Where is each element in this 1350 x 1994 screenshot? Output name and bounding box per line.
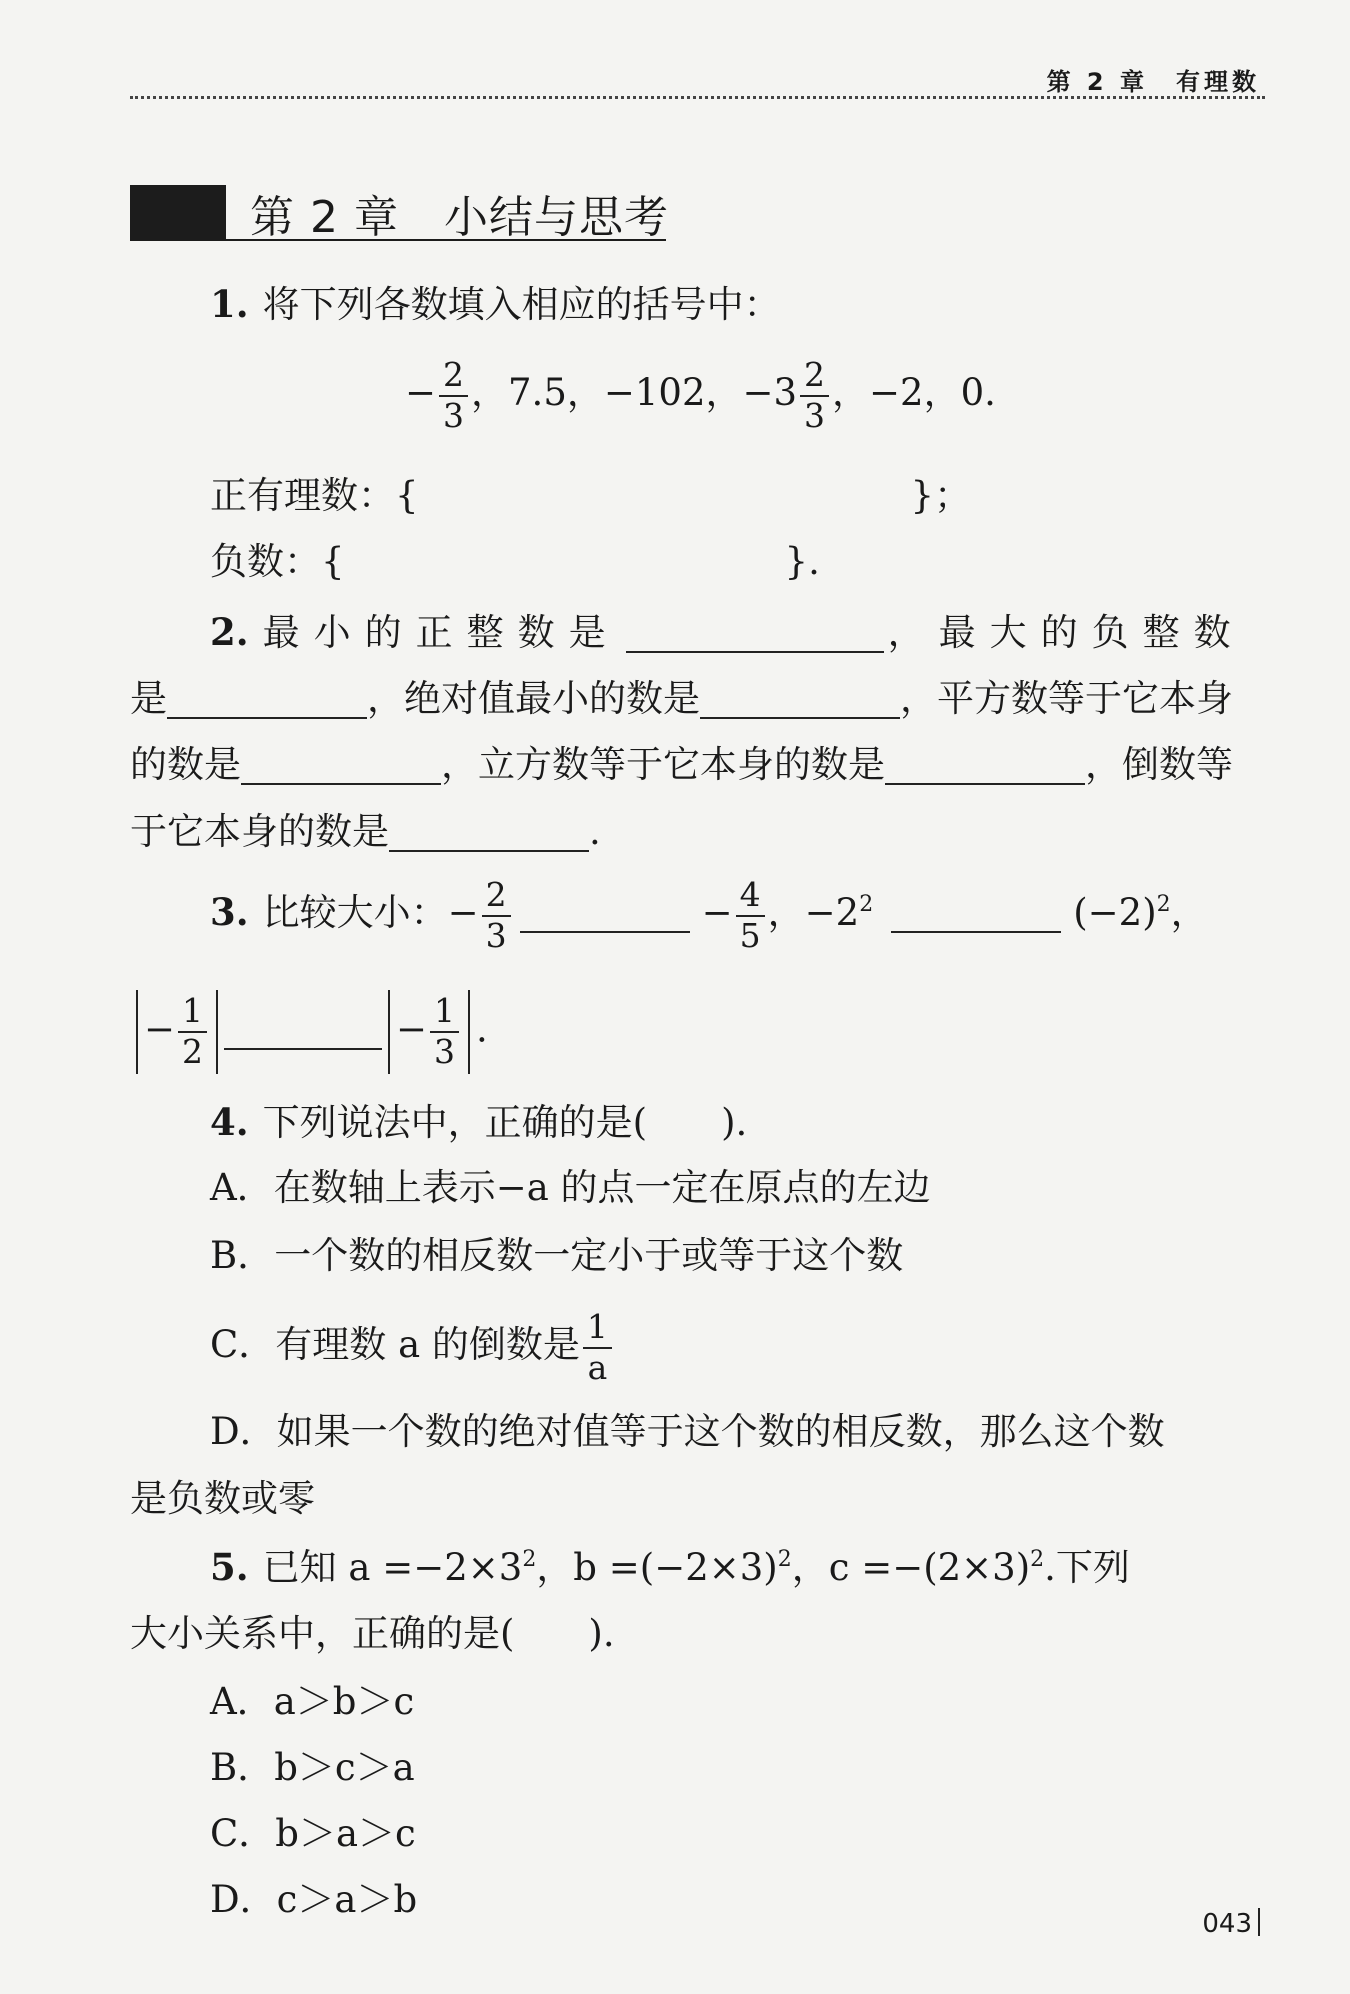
q3-f-minus: − [396,1007,428,1051]
q1-positive-label: 正有理数：{ [210,474,419,517]
section-title-block [130,185,670,241]
q1-list-mid: ，7.5，−102，−3 [471,371,798,415]
answer-blank[interactable] [885,746,1085,785]
fraction-numerator: 1 [178,994,207,1033]
q1-list-prefix: − [405,371,437,415]
q4-option-c-text: C．有理数 a 的倒数是 [210,1323,580,1367]
q2-text-1a: 最小的正整数是 [262,611,620,654]
q5-option-d[interactable]: D．c＞a＞b [210,1878,418,1921]
fraction-denominator: 3 [804,395,826,435]
q4-option-c[interactable] [210,1307,615,1387]
q2-number: 2. [210,610,249,654]
q3-d-text: (−2) [1073,891,1157,935]
fraction-denominator: 3 [443,395,465,435]
q3-e-minus: − [144,1007,176,1051]
q2-line-2 [130,677,1233,721]
answer-blank[interactable] [520,894,690,933]
answer-blank[interactable] [700,680,900,719]
fraction [439,355,468,435]
q2-line-1 [210,610,1245,655]
fraction-denominator: 3 [434,1032,456,1071]
q3-line-1 [210,875,1208,955]
q5-option-b[interactable]: B．b＞c＞a [210,1746,415,1789]
running-head-chapter: 第 2 章 [1046,68,1148,96]
fraction [583,1307,612,1387]
q3-number: 3. [210,890,249,935]
abs-bar [468,990,470,1074]
fraction-denominator: 2 [182,1032,204,1071]
q2-text-2a: 是 [130,677,167,720]
fraction [736,875,765,955]
q1-positive-close: }； [910,474,972,517]
q5-stem-1: 已知 a =−2×3 [262,1546,523,1589]
q1-stem-text: 将下列各数填入相应的括号中： [262,283,781,326]
title-underline [226,239,666,241]
exponent: 2 [522,1547,537,1572]
q5-stem-4: .下列 [1044,1546,1130,1589]
q3-stem: 比较大小：− [262,891,479,935]
answer-blank[interactable] [241,746,441,785]
fraction-numerator: 4 [736,878,765,917]
q1-negative-row [210,540,820,584]
q1-stem [210,282,781,327]
exponent: 2 [777,1547,792,1572]
running-head-subject: 有理数 [1176,68,1260,96]
q2-text-1b: ，最大的负整数 [887,611,1245,654]
fraction-numerator: 2 [800,358,829,397]
q4-option-b[interactable]: B．一个数的相反数一定小于或等于这个数 [210,1234,904,1277]
fraction-numerator: 1 [583,1310,612,1349]
fraction [178,991,207,1071]
q5-stem-2: ，b =(−2×3) [536,1546,778,1589]
header-dotted-rule [130,96,1265,99]
fraction [430,991,459,1071]
q2-text-2b: ，绝对值最小的数是 [367,677,700,720]
exponent: 2 [859,892,874,918]
q3-b-prefix: − [701,891,733,935]
fraction-denominator: 5 [739,915,761,955]
abs-bar [388,990,390,1074]
section-title: 第 2 章 小结与思考 [250,192,669,243]
q1-list-end: ，−2，0. [832,371,996,415]
q3-end: . [476,1007,488,1051]
q4-option-d-line2: 是负数或零 [130,1477,315,1520]
q4-option-a[interactable]: A．在数轴上表示−a 的点一定在原点的左边 [210,1166,931,1209]
q4-stem [210,1100,747,1145]
fraction-denominator: a [587,1347,608,1387]
q1-negative-label: 负数：{ [210,540,345,583]
abs-bar [136,990,138,1074]
exponent: 2 [1156,892,1171,918]
fraction-numerator: 2 [439,358,468,397]
answer-blank[interactable] [389,813,589,852]
q5-option-a[interactable]: A．a＞b＞c [210,1680,415,1723]
q2-text-3c: ，倒数等 [1085,743,1233,786]
q2-text-3b: ，立方数等于它本身的数是 [441,743,885,786]
title-black-bar [130,185,226,241]
q5-stem-line1 [210,1545,1130,1590]
fraction-numerator: 1 [430,994,459,1033]
q1-positive-row [210,474,971,518]
q2-line-4 [130,810,601,854]
q3-line-2 [130,990,488,1074]
answer-blank[interactable] [891,894,1061,933]
fraction [800,355,829,435]
abs-bar [216,990,218,1074]
answer-blank[interactable] [224,1011,382,1050]
q2-text-3a: 的数是 [130,743,241,786]
q2-text-2c: ，平方数等于它本身 [900,677,1233,720]
q2-text-4a: 于它本身的数是 [130,810,389,853]
answer-blank[interactable] [626,614,884,653]
q1-number-list [405,355,996,435]
q2-end: . [589,810,601,853]
q5-stem-3: ，c =−(2×3) [791,1546,1031,1589]
exponent: 2 [1030,1547,1045,1572]
q1-negative-close: }. [784,540,820,583]
q5-option-c[interactable]: C．b＞a＞c [210,1812,416,1855]
fraction [482,875,511,955]
q4-option-d-line1[interactable]: D．如果一个数的绝对值等于这个数的相反数，那么这个数 [210,1410,1165,1453]
q2-line-3 [130,743,1233,787]
answer-blank[interactable] [167,680,367,719]
q3-d-end: ， [1170,891,1208,935]
running-head [1047,62,1260,97]
q5-stem-line2: 大小关系中，正确的是( ). [130,1612,615,1655]
q3-c-text: ，−2 [767,891,860,935]
fraction-denominator: 3 [485,915,507,955]
q4-number: 4. [210,1100,249,1144]
q1-number: 1. [210,282,249,326]
fraction-numerator: 2 [482,878,511,917]
q5-number: 5. [210,1545,249,1589]
q4-stem-text: 下列说法中，正确的是( ). [262,1101,748,1144]
page-number: 043 [1202,1908,1260,1939]
